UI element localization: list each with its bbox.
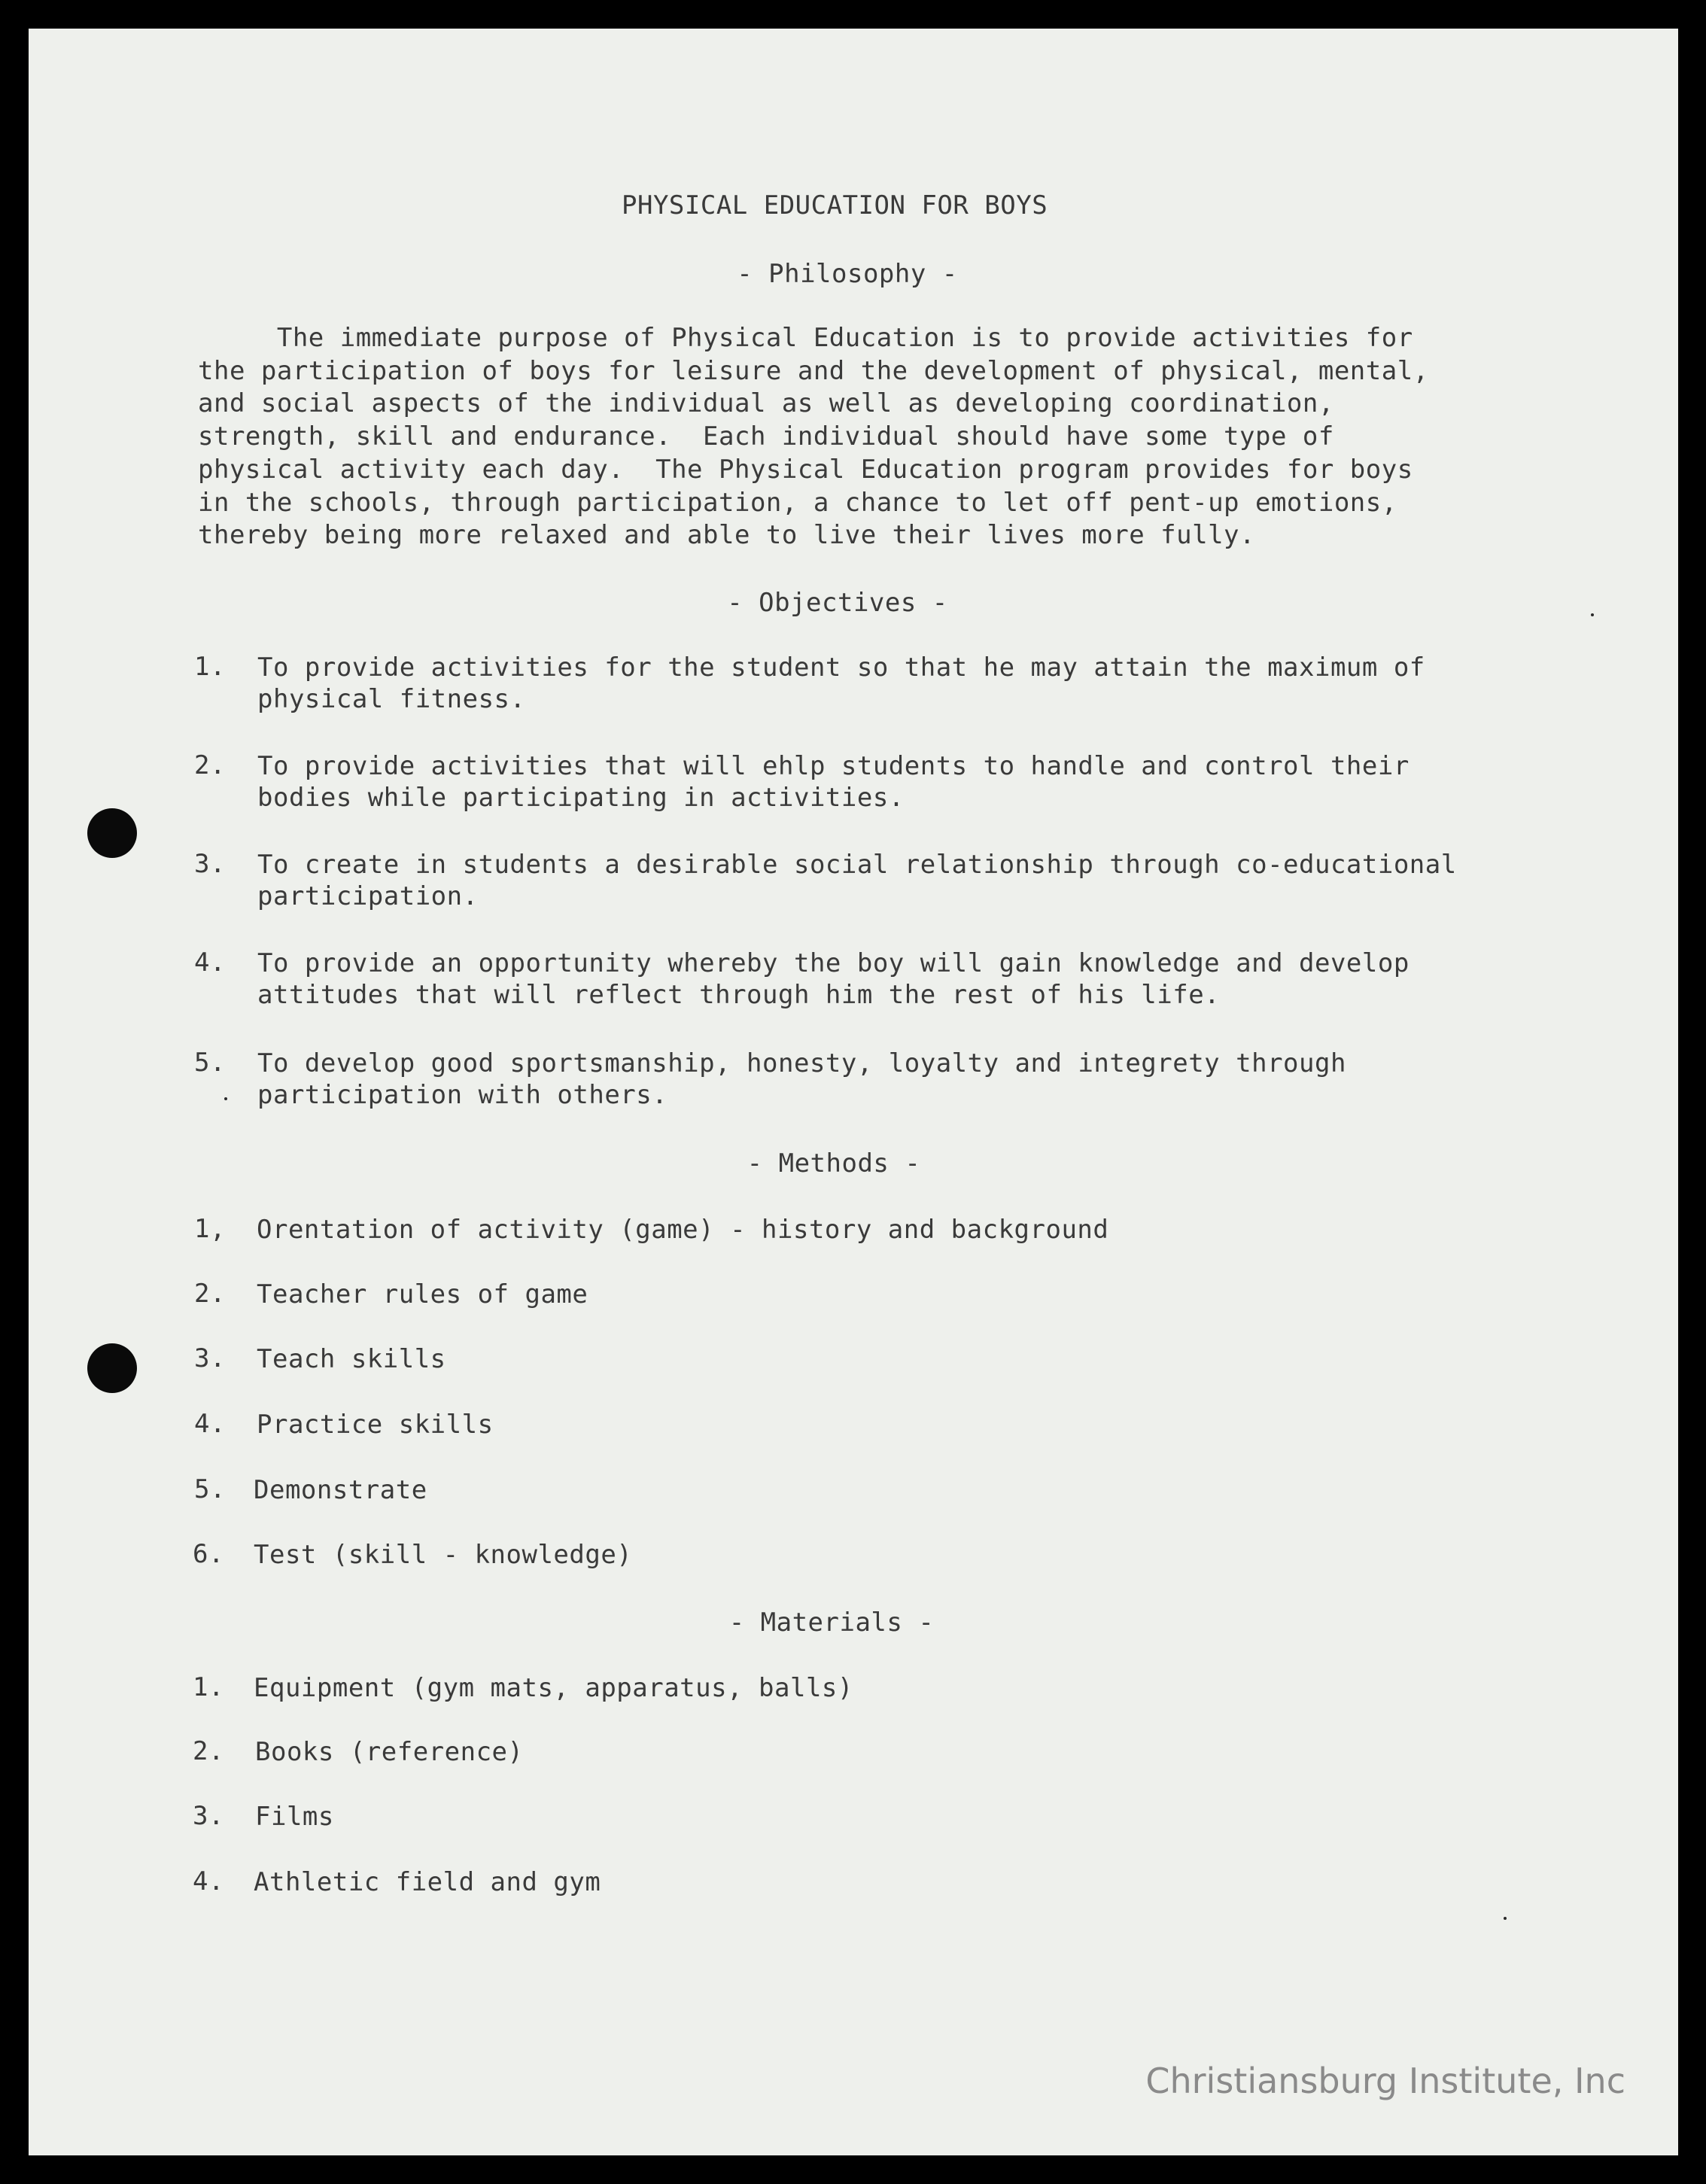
objective-number: 3. <box>194 849 226 879</box>
method-number: 5. <box>194 1474 226 1504</box>
philosophy-line: strength, skill and endurance. Each individual should have some type of <box>198 421 1334 452</box>
method-number: 1, <box>194 1214 226 1244</box>
material-number: 3. <box>193 1801 224 1831</box>
document-title: PHYSICAL EDUCATION FOR BOYS <box>622 190 1048 221</box>
material-item: Films <box>255 1802 334 1832</box>
paper-speck <box>224 1097 227 1100</box>
material-number: 4. <box>193 1866 224 1897</box>
objective-item: To create in students a desirable social relationship through co-educational participation. <box>257 850 1457 911</box>
method-item: Demonstrate <box>254 1475 427 1505</box>
objective-item: To provide activities that will ehlp students to handle and control their bodies while participating in activities. <box>257 751 1410 813</box>
philosophy-line: The immediate purpose of Physical Education is to provide activities for <box>198 323 1413 353</box>
objective-item: To provide activities for the student so that he may attain the maximum of physical fitness. <box>257 652 1425 714</box>
philosophy-line: in the schools, through participation, a chance to let off pent-up emotions, <box>198 487 1397 518</box>
objective-number: 1. <box>194 652 226 682</box>
method-item: Teacher rules of game <box>257 1279 588 1309</box>
material-item: Equipment (gym mats, apparatus, balls) <box>254 1673 853 1703</box>
paper-speck <box>1504 1917 1507 1920</box>
philosophy-paragraph <box>198 322 1429 552</box>
philosophy-line: and social aspects of the individual as well as developing coordination, <box>198 388 1334 419</box>
material-item: Books (reference) <box>255 1737 524 1767</box>
punch-hole-upper <box>87 808 137 858</box>
method-item: Orentation of activity (game) - history and background <box>257 1215 1109 1245</box>
method-number: 6. <box>193 1539 224 1569</box>
method-number: 2. <box>194 1279 226 1309</box>
objective-number: 2. <box>194 750 226 780</box>
material-item: Athletic field and gym <box>254 1867 601 1897</box>
method-item: Teach skills <box>257 1344 446 1374</box>
method-item: Practice skills <box>257 1410 494 1440</box>
philosophy-line: the participation of boys for leisure and the development of physical, mental, <box>198 355 1429 386</box>
watermark: Christiansburg Institute, Inc <box>1145 2061 1625 2101</box>
punch-hole-lower <box>87 1343 137 1393</box>
philosophy-heading: - Philosophy - <box>737 259 958 289</box>
philosophy-line: thereby being more relaxed and able to live their lives more fully. <box>198 520 1255 551</box>
objective-number: 5. <box>194 1048 226 1078</box>
paper-speck <box>1591 613 1594 616</box>
materials-heading: - Materials - <box>728 1608 935 1638</box>
method-item: Test (skill - knowledge) <box>254 1540 633 1570</box>
objective-item: To provide an opportunity whereby the boy will gain knowledge and develop attitudes that will reflect through him the rest of his life. <box>257 948 1410 1010</box>
method-number: 3. <box>194 1343 226 1373</box>
material-number: 2. <box>193 1736 224 1766</box>
objective-number: 4. <box>194 948 226 978</box>
methods-heading: - Methods - <box>747 1148 921 1179</box>
objectives-heading: - Objectives - <box>727 588 948 618</box>
method-number: 4. <box>194 1409 226 1439</box>
material-number: 1. <box>193 1672 224 1702</box>
philosophy-line: physical activity each day. The Physical Education program provides for boys <box>198 454 1413 485</box>
objective-item: To develop good sportsmanship, honesty, loyalty and integrety through participation with others. <box>257 1048 1346 1110</box>
